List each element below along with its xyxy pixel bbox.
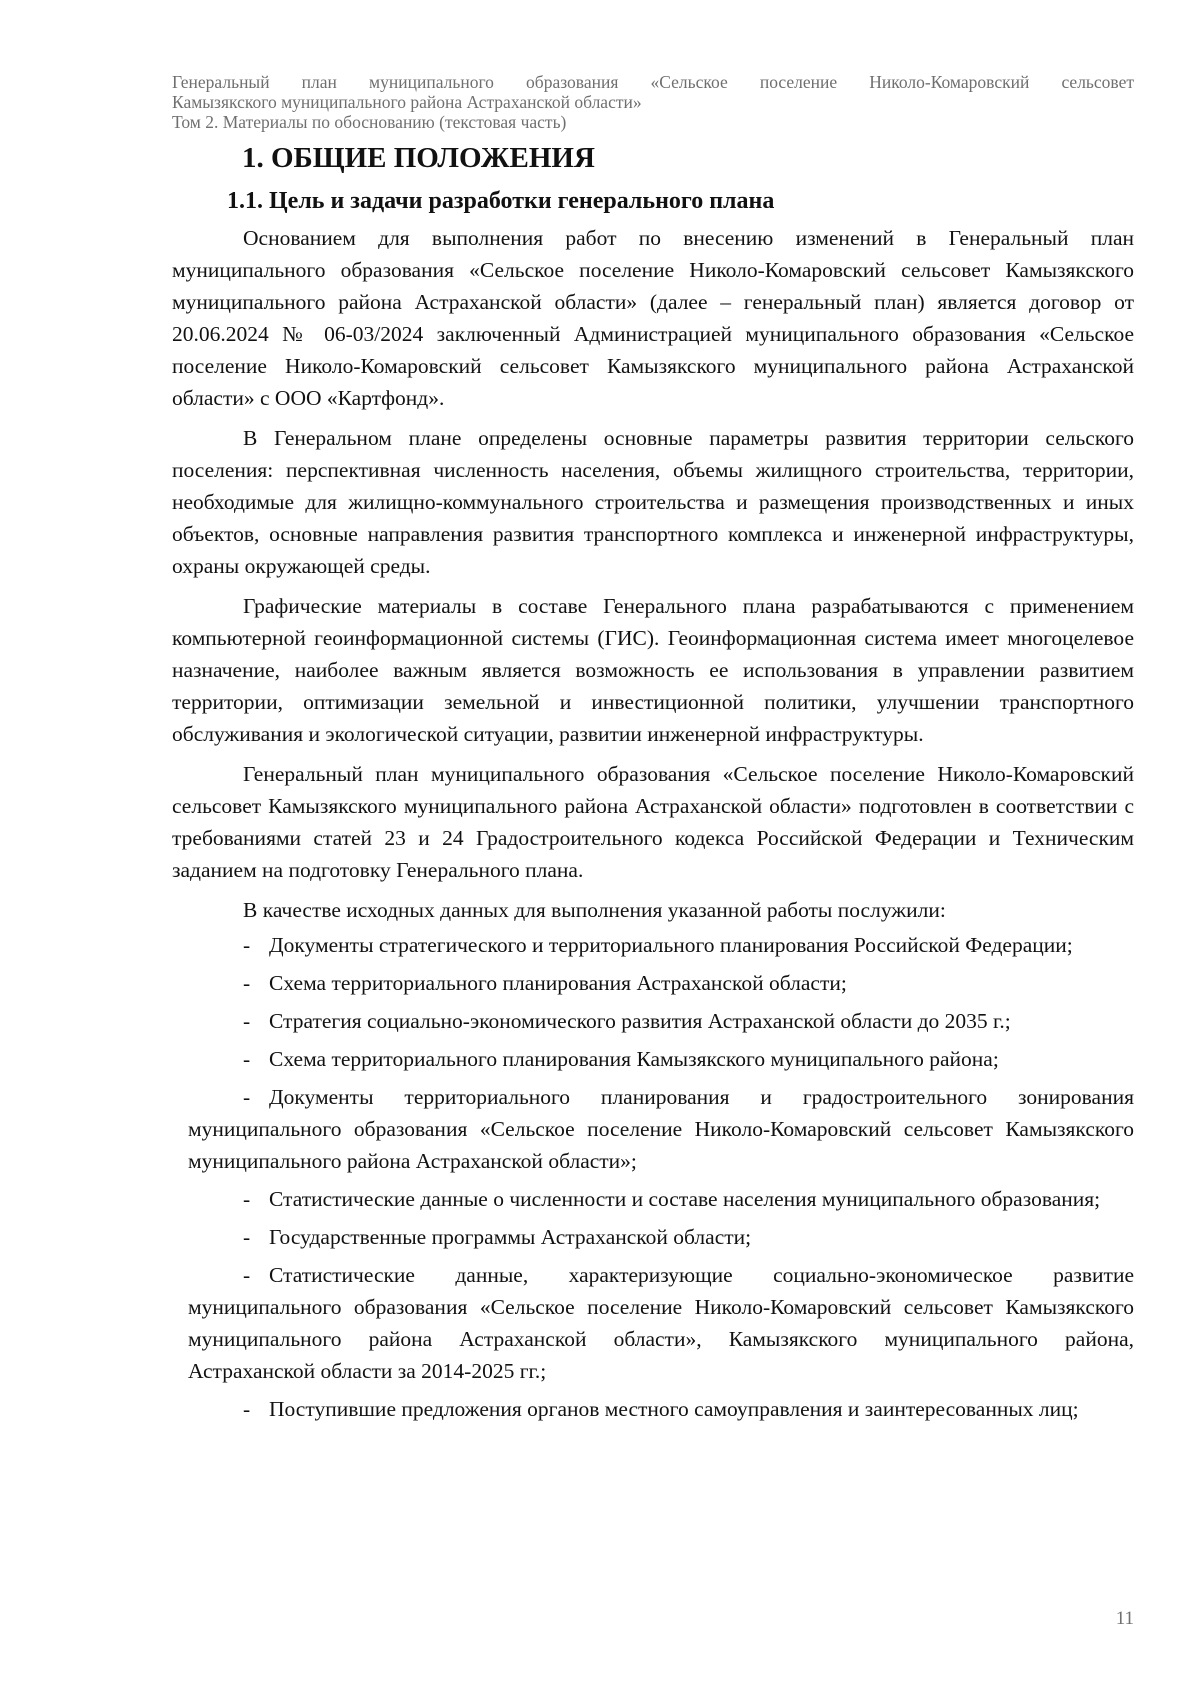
sources-list <box>172 929 1134 1425</box>
main-content <box>172 140 1134 1431</box>
list-item <box>188 1259 1134 1387</box>
list-item-text: Статистические данные о численности и составе населения муниципального образования; <box>269 1187 1101 1211</box>
subsection-heading: 1.1. Цель и задачи разработки генерального плана <box>227 188 775 214</box>
list-item-text: Документы стратегического и территориального планирования Российской Федерации; <box>269 933 1073 957</box>
paragraph-parameters: В Генеральном плане определены основные параметры развития территории сельского поселения: перспективная численность населения, объемы жилищного строительства, территории, необходимые для жилищно-коммунального строительства и размещения производственных и иных объектов, основные направления развития транспортного комплекса и инженерной инфраструктуры, охраны окружающей среды. <box>172 426 1134 578</box>
list-item <box>188 1221 1134 1253</box>
list-item <box>188 1005 1134 1037</box>
list-dash: - <box>243 1225 251 1249</box>
list-dash: - <box>243 971 251 995</box>
header-line-1: Генеральный план муниципального образования «Сельское поселение Николо-Комаровский сельсовет <box>172 72 1134 92</box>
header-line-2: Камызякского муниципального района Астраханской области» <box>172 92 642 112</box>
list-dash: - <box>243 1397 251 1421</box>
header-line-3: Том 2. Материалы по обоснованию (текстовая часть) <box>172 112 567 132</box>
list-dash: - <box>243 933 251 957</box>
list-item <box>188 1183 1134 1215</box>
list-item <box>188 1393 1134 1425</box>
section-heading: 1. ОБЩИЕ ПОЛОЖЕНИЯ <box>242 142 595 174</box>
list-item-text: Схема территориального планирования Камызякского муниципального района; <box>269 1047 999 1071</box>
list-item <box>188 967 1134 999</box>
paragraph-basis: Основанием для выполнения работ по внесению изменений в Генеральный план муниципального образования «Сельское поселение Николо-Комаровский сельсовет Камызякского муниципального района Астраханской области» (далее – генеральный план) является договор от 20.06.2024 № 06-03/2024 заключенный Администрацией муниципального образования «Сельское поселение Николо-Комаровский сельсовет Камызякского муниципального района Астраханской области» с ООО «Картфонд». <box>172 226 1134 410</box>
list-dash: - <box>243 1009 251 1033</box>
list-item-text: Государственные программы Астраханской области; <box>269 1225 752 1249</box>
list-item <box>188 1043 1134 1075</box>
list-dash: - <box>243 1187 251 1211</box>
list-item <box>188 1081 1134 1177</box>
list-item-text: Стратегия социально-экономического развития Астраханской области до 2035 г.; <box>269 1009 1011 1033</box>
list-item-text: Поступившие предложения органов местного самоуправления и заинтересованных лиц; <box>269 1397 1079 1421</box>
paragraph-gis: Графические материалы в составе Генерального плана разрабатываются с применением компьютерной геоинформационной системы (ГИС). Геоинформационная система имеет многоцелевое назначение, наиболее важным является возможность ее использования в управлении развитием территории, оптимизации земельной и инвестиционной политики, улучшении транспортного обслуживания и экологической ситуации, развитии инженерной инфраструктуры. <box>172 594 1134 746</box>
list-item <box>188 929 1134 961</box>
list-item-text: Документы территориального планирования и градостроительного зонирования муниципального образования «Сельское поселение Николо-Комаровский сельсовет Камызякского муниципального района Астраханской области»; <box>188 1085 1134 1173</box>
running-header <box>172 72 1134 132</box>
sources-intro: В качестве исходных данных для выполнения указанной работы послужили: <box>243 898 946 922</box>
page-number: 11 <box>1115 1608 1134 1629</box>
list-item-text: Статистические данные, характеризующие социально-экономическое развитие муниципального образования «Сельское поселение Николо-Комаровский сельсовет Камызякского муниципального района Астраханской области», Камызякского муниципального района, Астраханской области за 2014-2025 гг.; <box>188 1263 1134 1383</box>
list-dash: - <box>243 1263 251 1287</box>
list-dash: - <box>243 1047 251 1071</box>
list-dash: - <box>243 1085 251 1109</box>
paragraph-compliance: Генеральный план муниципального образования «Сельское поселение Николо-Комаровский сельсовет Камызякского муниципального района Астраханской области» подготовлен в соответствии с требованиями статей 23 и 24 Градостроительного кодекса Российской Федерации и Техническим заданием на подготовку Генерального плана. <box>172 762 1134 882</box>
list-item-text: Схема территориального планирования Астраханской области; <box>269 971 847 995</box>
